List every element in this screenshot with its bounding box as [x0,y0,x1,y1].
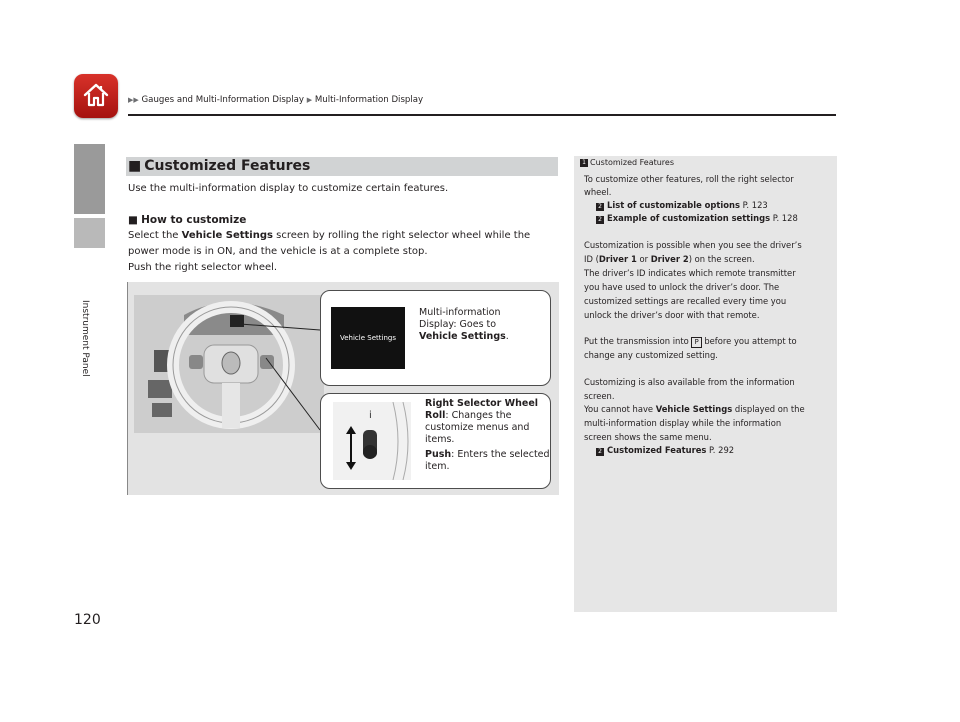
display-screen: Vehicle Settings [331,307,405,369]
arrow-icon: ▶ [306,96,313,104]
note-line: you have used to unlock the driver’s door. The [584,282,780,292]
note-line: screen shows the same menu. [584,432,712,442]
note-line: multi-information display while the information [584,418,782,428]
square-bullet-icon: ■ [128,214,138,226]
note-line: Customizing is also available from the information [584,377,795,387]
reference-arrow-icon: 2 [596,216,604,224]
breadcrumb-link-mid[interactable]: Multi-Information Display [314,95,424,105]
note-line: change any customized setting. [584,350,718,360]
note-line: To customize other features, roll the right selector [584,174,794,184]
note-line: The driver’s ID indicates which remote transmitter [584,268,796,278]
square-bullet-icon: ■ [128,158,142,174]
paragraph-line: power mode is in ON, and the vehicle is at a complete stop. [128,246,428,257]
breadcrumb-link-gauges[interactable]: Gauges and Multi-Information Display [141,95,304,105]
reference-arrow-icon: 2 [596,448,604,456]
chapter-label: Instrument Panel [80,300,90,377]
note-number-icon: 1 [580,159,588,167]
page-number: 120 [74,612,101,628]
section-title: Customized Features [144,158,311,174]
park-gear-icon: P [691,337,701,348]
note-line: Customization is possible when you see the driver’s [584,240,802,250]
note-title: 1 Customized Features [580,158,674,167]
note-line: ID (Driver 1 or Driver 2) on the screen. [584,254,755,264]
intro-text: Use the multi-information display to customize certain features. [128,183,449,194]
note-line: Put the transmission into P before you attempt to [584,336,797,346]
note-line: unlock the driver’s door with that remote. [584,310,760,320]
paragraph-line: Select the Vehicle Settings screen by rolling the right selector wheel while the [128,230,531,241]
note-line: wheel. [584,187,612,197]
svg-text:i: i [369,410,372,421]
note-line: screen. [584,391,615,401]
subheading-text: How to customize [141,214,247,226]
note-ref-link[interactable]: 2 Example of customization settings P. 128 [596,212,798,226]
callout-selector-text: Right Selector Wheel Roll: Changes the customize menus and items. Push: Enters the selected item. [425,398,550,472]
note-ref-link[interactable]: 2 Customized Features P. 292 [596,444,734,458]
paragraph-line: Push the right selector wheel. [128,262,278,273]
arrow-icon: ▶▶ [128,96,139,104]
note-line: customized settings are recalled every time you [584,296,787,306]
callout-display-text: Multi-information Display: Goes to Vehicle Settings. [419,307,509,342]
selector-wheel-illustration [333,402,411,480]
note-ref-link[interactable]: 2 List of customizable options P. 123 [596,199,768,213]
reference-arrow-icon: 2 [596,203,604,211]
note-line: You cannot have Vehicle Settings displayed on the [584,404,805,414]
